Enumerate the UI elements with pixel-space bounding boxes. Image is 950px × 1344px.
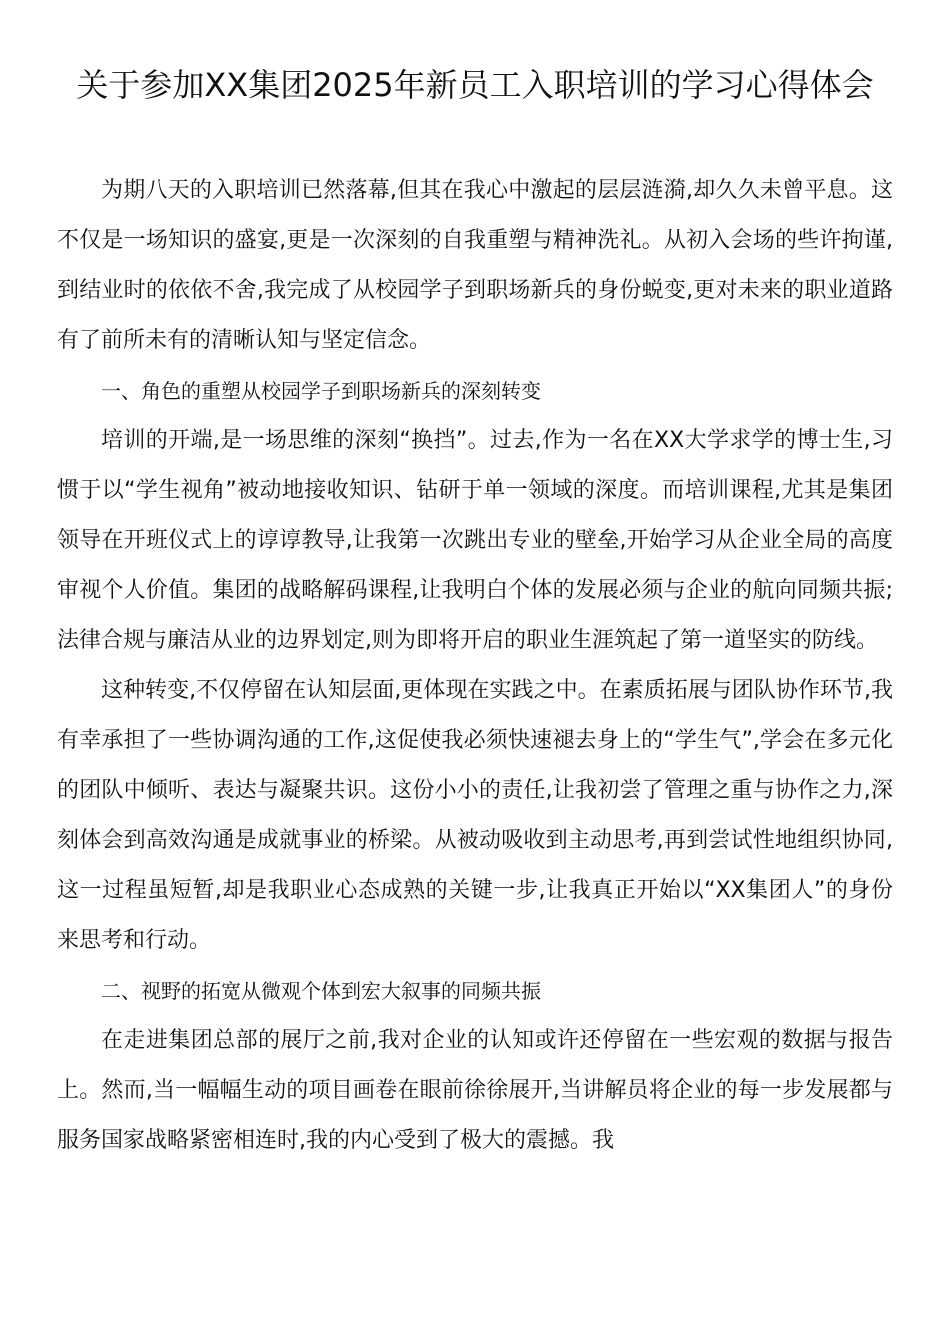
body-paragraph: 这种转变,不仅停留在认知层面,更体现在实践之中。在素质拓展与团队协作环节,我有幸承担了一些协调沟通的工作,这促使我必须快速褪去身上的“学生气”,学会在多元化的团队中倾听、表达与凝聚共识。这份小小的责任,让我初尝了管理之重与协作之力,深刻体会到高效沟通是成就事业的桥梁。从被动吸收到主动思考,再到尝试性地组织协同,这一过程虽短暂,却是我职业心态成熟的关键一步,让我真正开始以“XX集团人”的身份来思考和行动。 bbox=[57, 678, 893, 953]
document-body bbox=[57, 166, 893, 1166]
body-paragraph: 为期八天的入职培训已然落幕,但其在我心中激起的层层涟漪,却久久未曾平息。这不仅是一场知识的盛宴,更是一次深刻的自我重塑与精神洗礼。从初入会场的些许拘谨,到结业时的依依不舍,我完成了从校园学子到职场新兵的身份蜕变,更对未来的职业道路有了前所未有的清晰认知与坚定信念。 bbox=[57, 178, 893, 353]
section-heading: 一、角色的重塑从校园学子到职场新兵的深刻转变 bbox=[101, 379, 541, 403]
body-paragraph: 在走进集团总部的展厅之前,我对企业的认知或许还停留在一些宏观的数据与报告上。然而,当一幅幅生动的项目画卷在眼前徐徐展开,当讲解员将企业的每一步发展都与服务国家战略紧密相连时,我的内心受到了极大的震撼。我 bbox=[57, 1028, 893, 1153]
document-title: 关于参加XX集团2025年新员工入职培训的学习心得体会 bbox=[76, 66, 874, 104]
body-paragraph: 培训的开端,是一场思维的深刻“换挡”。过去,作为一名在XX大学求学的博士生,习惯于以“学生视角”被动地接收知识、钻研于单一领域的深度。而培训课程,尤其是集团领导在开班仪式上的谆谆教导,让我第一次跳出专业的壁垒,开始学习从企业全局的高度审视个人价值。集团的战略解码课程,让我明白个体的发展必须与企业的航向同频共振;法律合规与廉洁从业的边界划定,则为即将开启的职业生涯筑起了第一道坚实的防线。 bbox=[57, 428, 893, 653]
section-heading: 二、视野的拓宽从微观个体到宏大叙事的同频共振 bbox=[101, 979, 541, 1003]
